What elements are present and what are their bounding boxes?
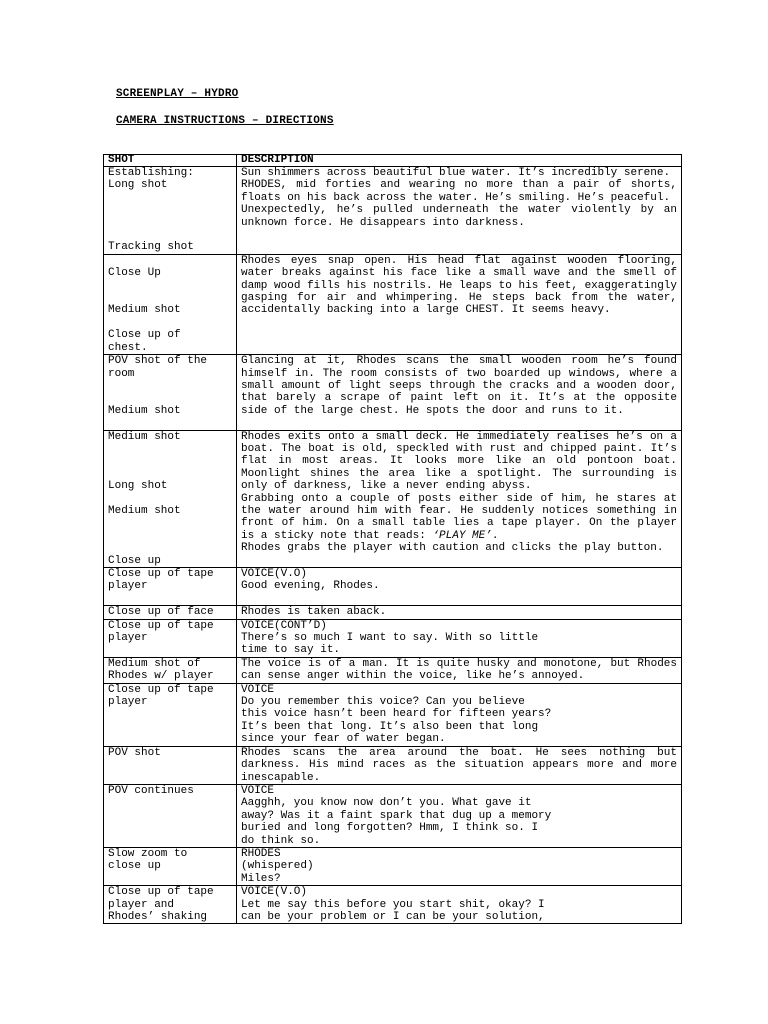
description-cell [237, 784, 682, 847]
dialogue-line: Do you remember this voice? Can you believe [241, 696, 525, 709]
dialogue-line: since your fear of water began. [241, 733, 446, 746]
blank-line [241, 417, 677, 429]
dialogue-line: Let me say this before you start shit, okay? I [241, 898, 545, 911]
table-row [104, 784, 682, 847]
description-cell [237, 683, 682, 746]
shot-cell [104, 657, 237, 683]
shot-label: POV shot [108, 746, 161, 759]
sticky-note-text: ‘PLAY ME’ [432, 529, 492, 542]
blank-line [241, 593, 677, 605]
dialogue-line: VOICE(V.O) [241, 568, 308, 580]
dialogue-line: Aagghh, you know now don’t you. What gave it [241, 797, 532, 810]
shot-cell [104, 430, 237, 567]
shot-cell [104, 254, 237, 354]
shot-cell [104, 606, 237, 619]
dialogue-line: Good evening, Rhodes. [241, 580, 380, 593]
dialogue-line: It’s been that long. It’s also been that long [241, 720, 539, 733]
shot-rows [104, 167, 682, 924]
dialogue-line: VOICE(CONT’D) [241, 619, 327, 632]
description-paragraph: Rhodes scans the area around the boat. He sees nothing but darkness. His mind races as the situation appears more and more inescapable. [241, 746, 677, 784]
dialogue-line: Miles? [241, 872, 281, 885]
shot-cell [104, 683, 237, 746]
description-paragraph: Grabbing onto a couple of posts either side of him, he stares at the water around him with fear. He suddenly notices something in front of him. On a small table lies a tape player. On the player is a sticky note that reads: ‘PLAY ME’. [241, 492, 677, 542]
dialogue-line: There’s so much I want to say. With so little [241, 632, 539, 645]
shot-label: Establishing: Long shot Tracking shot [108, 167, 194, 254]
shot-label: Close up of tape player [108, 568, 214, 593]
description-cell [237, 886, 682, 924]
table-row [104, 683, 682, 746]
description-paragraph: Rhodes is taken aback. [241, 606, 387, 619]
table-row [104, 746, 682, 784]
dialogue-line: VOICE [241, 683, 275, 696]
shot-cell [104, 167, 237, 255]
description-cell [237, 355, 682, 430]
table-row [104, 886, 682, 924]
description-paragraph: RHODES, mid forties and wearing no more than a pair of shorts, floats on his back across the water. He’s smiling. He’s peaceful. [241, 179, 677, 204]
shot-label: Close up of face [108, 606, 214, 619]
table-row [104, 167, 682, 255]
shot-label: Medium shot Long shot Medium shot Close up [108, 430, 181, 567]
table-row [104, 568, 682, 606]
table-row [104, 606, 682, 619]
table-row [104, 657, 682, 683]
table-row [104, 355, 682, 430]
description-cell [237, 746, 682, 784]
shot-cell [104, 355, 237, 430]
dialogue-line: this voice hasn’t been heard for fifteen years? [241, 708, 552, 721]
dialogue-line: RHODES [241, 847, 281, 860]
dialogue-line: VOICE(V.O) [241, 886, 308, 899]
shot-cell [104, 847, 237, 885]
shot-label: Slow zoom to close up [108, 847, 188, 873]
shot-label: Close up of tape player and Rhodes’ shaking [108, 886, 214, 923]
table-row [104, 254, 682, 354]
description-paragraph: Rhodes exits onto a small deck. He immediately realises he’s on a boat. The boat is old, speckled with rust and chipped paint. It’s flat in most areas. It looks more like an old pontoon boat. Moonlight shines the area like a spotlight. The surrounding is only of darkness, like a never ending abyss. [241, 430, 677, 493]
shot-label: Close up of tape player [108, 619, 214, 645]
shot-label: POV continues [108, 784, 194, 797]
table-header-row [104, 155, 682, 167]
shot-label: POV shot of the room Medium shot [108, 355, 208, 417]
description-paragraph: Sun shimmers across beautiful blue water. It’s incredibly serene. [241, 167, 671, 179]
dialogue-line: (whispered) [241, 860, 314, 873]
description-cell [237, 619, 682, 657]
shot-label: Close up of tape player [108, 683, 214, 709]
description-cell [237, 568, 682, 606]
shot-table [103, 154, 682, 924]
shot-label: Medium shot of Rhodes w/ player [108, 657, 214, 683]
description-cell [237, 657, 682, 683]
shot-cell [104, 619, 237, 657]
shot-cell [104, 784, 237, 847]
description-cell [237, 254, 682, 354]
description-paragraph: The voice is of a man. It is quite husky and monotone, but Rhodes can sense anger within the voice, like he’s annoyed. [241, 657, 677, 683]
dialogue-line: can be your problem or I can be your solution, [241, 910, 545, 923]
shot-cell [104, 568, 237, 606]
description-paragraph: Unexpectedly, he’s pulled underneath the water violently by an unknown force. He disappears into darkness. [241, 204, 677, 229]
shot-label: Close Up Medium shot Close up of chest. [108, 267, 181, 354]
description-cell [237, 606, 682, 619]
shot-cell [104, 746, 237, 784]
shot-column-header: SHOT [104, 155, 237, 167]
dialogue-line: do think so. [241, 834, 321, 847]
description-column-header: DESCRIPTION [237, 155, 682, 167]
description-cell [237, 167, 682, 255]
dialogue-line: buried and long forgotten? Hmm, I think so. I [241, 822, 539, 835]
description-paragraph: Glancing at it, Rhodes scans the small wooden room he’s found himself in. The room consists of two boarded up windows, where a small amount of light seeps through the cracks and a wooden door, that barely a scrape of paint left on it. It’s at the opposite side of the large chest. He spots the door and runs to it. [241, 355, 677, 417]
document-subtitle: CAMERA INSTRUCTIONS – DIRECTIONS [116, 115, 334, 127]
table-row [104, 619, 682, 657]
description-paragraph: Rhodes grabs the player with caution and clicks the play button. [241, 542, 664, 555]
description-cell [237, 847, 682, 885]
dialogue-line: away? Was it a faint spark that dug up a memory [241, 809, 552, 822]
dialogue-line: time to say it. [241, 644, 341, 657]
description-cell [237, 430, 682, 567]
dialogue-line: VOICE [241, 784, 275, 797]
table-row [104, 430, 682, 567]
document-title: SCREENPLAY – HYDRO [116, 88, 239, 100]
shot-cell [104, 886, 237, 924]
description-paragraph: Rhodes eyes snap open. His head flat against wooden flooring, water breaks against his face like a small wave and the smell of damp wood fills his nostrils. He leaps to his feet, exaggeratingly gasping for air and whimpering. He steps back from the water, accidentally backing into a large CHEST. It seems heavy. [241, 254, 677, 317]
table-row [104, 847, 682, 885]
